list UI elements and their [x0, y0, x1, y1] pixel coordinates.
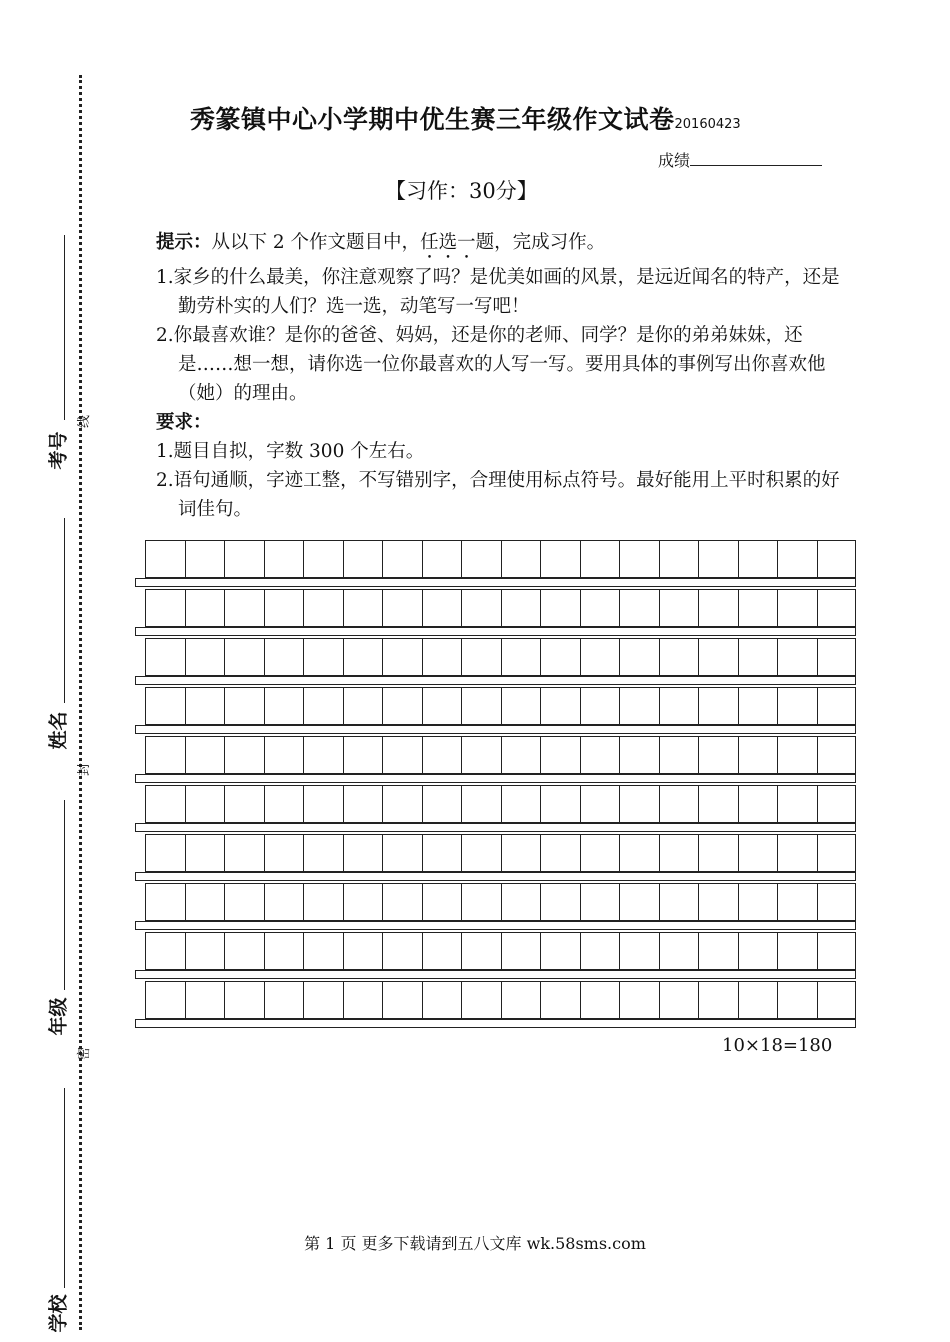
- grid-cell[interactable]: [303, 540, 343, 578]
- grid-cell[interactable]: [619, 785, 659, 823]
- grid-cell[interactable]: [817, 932, 857, 970]
- grid-cell[interactable]: [264, 589, 304, 627]
- grid-cell[interactable]: [540, 687, 580, 725]
- grid-cell[interactable]: [382, 589, 422, 627]
- requirements-label: 要求：: [156, 412, 212, 433]
- grid-cell[interactable]: [659, 638, 699, 676]
- grid-cell[interactable]: [698, 736, 738, 774]
- requirement-item: 1.题目自拟，字数 300 个左右。: [156, 441, 425, 462]
- grid-cell[interactable]: [185, 932, 225, 970]
- grid-cell[interactable]: [501, 736, 541, 774]
- grid-cell[interactable]: [777, 883, 817, 921]
- grid-cell[interactable]: [145, 736, 185, 774]
- grid-row-gap: [135, 921, 856, 930]
- grid-cell[interactable]: [659, 834, 699, 872]
- grid-cell[interactable]: [659, 981, 699, 1019]
- grid-cell[interactable]: [777, 638, 817, 676]
- school-blank: [64, 1088, 65, 1288]
- grid-cell[interactable]: [382, 736, 422, 774]
- grid-cell[interactable]: [777, 687, 817, 725]
- grid-cell[interactable]: [382, 834, 422, 872]
- exam-no-label: 考号: [47, 431, 70, 470]
- grid-cell[interactable]: [461, 883, 501, 921]
- grid-row: [135, 540, 857, 589]
- grid-cell[interactable]: [540, 638, 580, 676]
- exam-date: 20160423: [674, 117, 741, 132]
- grid-cell[interactable]: [659, 932, 699, 970]
- grid-cells: [145, 834, 856, 872]
- grid-cell[interactable]: [501, 785, 541, 823]
- grid-cell[interactable]: [185, 687, 225, 725]
- grid-cell[interactable]: [738, 540, 778, 578]
- page-title: [190, 100, 741, 136]
- grid-row-gap: [135, 872, 856, 881]
- grid-cells: [145, 540, 856, 578]
- grid-cell[interactable]: [461, 540, 501, 578]
- grid-cell[interactable]: [185, 736, 225, 774]
- grid-row: [135, 932, 857, 981]
- score-label: 成绩: [658, 151, 691, 170]
- grid-cell[interactable]: [501, 638, 541, 676]
- name-blank: [64, 518, 65, 703]
- score-field: [658, 148, 822, 171]
- grid-cells: [145, 687, 856, 725]
- grid-cell[interactable]: [580, 589, 620, 627]
- grid-cell[interactable]: [619, 883, 659, 921]
- grid-cell[interactable]: [461, 687, 501, 725]
- grid-cell[interactable]: [185, 785, 225, 823]
- grid-cell[interactable]: [738, 883, 778, 921]
- grid-cell[interactable]: [185, 540, 225, 578]
- grid-cell[interactable]: [619, 589, 659, 627]
- writing-grid: [135, 540, 857, 1030]
- grid-cell[interactable]: [303, 883, 343, 921]
- grid-cell[interactable]: [817, 687, 857, 725]
- grid-cell[interactable]: [698, 638, 738, 676]
- score-blank[interactable]: [690, 149, 822, 166]
- grid-cell[interactable]: [659, 687, 699, 725]
- grid-cell[interactable]: [224, 638, 264, 676]
- grid-cell[interactable]: [264, 687, 304, 725]
- grid-cell[interactable]: [659, 736, 699, 774]
- grid-cell[interactable]: [738, 638, 778, 676]
- grid-cell[interactable]: [264, 883, 304, 921]
- grid-cell[interactable]: [698, 687, 738, 725]
- grid-cell[interactable]: [145, 540, 185, 578]
- grid-cell[interactable]: [461, 932, 501, 970]
- grid-cell[interactable]: [382, 883, 422, 921]
- grid-cell[interactable]: [777, 540, 817, 578]
- grid-cell[interactable]: [580, 638, 620, 676]
- grid-cell[interactable]: [382, 638, 422, 676]
- grid-cell[interactable]: [698, 981, 738, 1019]
- grid-cell[interactable]: [303, 736, 343, 774]
- grid-cell[interactable]: [659, 785, 699, 823]
- grid-cell[interactable]: [501, 540, 541, 578]
- grid-cell[interactable]: [185, 981, 225, 1019]
- grid-cell[interactable]: [185, 883, 225, 921]
- grid-row-gap: [135, 774, 856, 783]
- grid-cells: [145, 589, 856, 627]
- grid-cell[interactable]: [738, 687, 778, 725]
- grid-cell[interactable]: [817, 638, 857, 676]
- exam-no-blank: [64, 235, 65, 420]
- grid-cell[interactable]: [817, 981, 857, 1019]
- grid-cell[interactable]: [461, 638, 501, 676]
- topic-item: 2.你最喜欢谁？是你的爸爸、妈妈，还是你的老师、同学？是你的弟弟妹妹，还是……想一想，请你选一位你最喜欢的人写一写。要用具体的事例写出你喜欢他（她）的理由。: [156, 325, 826, 404]
- grid-row: [135, 589, 857, 638]
- grid-cell[interactable]: [817, 736, 857, 774]
- grid-cell[interactable]: [422, 932, 462, 970]
- grid-cell[interactable]: [343, 883, 383, 921]
- grid-cell[interactable]: [422, 834, 462, 872]
- grid-cell[interactable]: [777, 589, 817, 627]
- grid-row-gap: [135, 823, 856, 832]
- grid-cell[interactable]: [461, 589, 501, 627]
- grid-cell[interactable]: [619, 834, 659, 872]
- grid-cell[interactable]: [501, 687, 541, 725]
- grid-cell[interactable]: [461, 981, 501, 1019]
- binding-dotted-line: [79, 75, 82, 1330]
- grid-cell[interactable]: [501, 834, 541, 872]
- grid-row: [135, 687, 857, 736]
- grid-cell[interactable]: [659, 883, 699, 921]
- grid-cell[interactable]: [185, 834, 225, 872]
- grid-cell[interactable]: [619, 638, 659, 676]
- grid-cell[interactable]: [264, 540, 304, 578]
- grid-cells: [145, 932, 856, 970]
- tip-line: [156, 228, 856, 263]
- grid-formula: 10×18=180: [722, 1035, 833, 1056]
- grid-cell[interactable]: [698, 932, 738, 970]
- grid-cell[interactable]: [501, 883, 541, 921]
- grid-cell[interactable]: [777, 981, 817, 1019]
- tip-text-after: 题，完成习作。: [475, 232, 606, 253]
- grid-cell[interactable]: [619, 932, 659, 970]
- grid-cell[interactable]: [343, 540, 383, 578]
- grid-cell[interactable]: [540, 540, 580, 578]
- tip-text-before: 从以下 2 个作文题目中，: [211, 232, 421, 253]
- section-heading: 【习作：30分】: [385, 179, 538, 203]
- name-label: 姓名: [47, 711, 70, 750]
- grid-cell[interactable]: [777, 834, 817, 872]
- grid-cell[interactable]: [540, 834, 580, 872]
- grid-cell[interactable]: [619, 736, 659, 774]
- grid-cell[interactable]: [817, 589, 857, 627]
- grid-cell[interactable]: [343, 981, 383, 1019]
- line-mark: 线: [77, 414, 93, 429]
- grid-cell[interactable]: [659, 589, 699, 627]
- grid-cell[interactable]: [461, 785, 501, 823]
- grid-cell[interactable]: [224, 981, 264, 1019]
- grid-cell[interactable]: [619, 540, 659, 578]
- grid-cell[interactable]: [777, 932, 817, 970]
- grid-row: [135, 638, 857, 687]
- seal-mark: 封: [77, 762, 93, 777]
- grid-cell[interactable]: [738, 785, 778, 823]
- grade-label: 年级: [47, 997, 70, 1036]
- grid-cell[interactable]: [817, 540, 857, 578]
- grid-cell[interactable]: [817, 785, 857, 823]
- grid-cell[interactable]: [422, 883, 462, 921]
- grid-cell[interactable]: [145, 834, 185, 872]
- grid-cell[interactable]: [698, 883, 738, 921]
- grid-cell[interactable]: [738, 834, 778, 872]
- grid-cell[interactable]: [303, 932, 343, 970]
- grid-cell[interactable]: [224, 589, 264, 627]
- grid-cell[interactable]: [224, 932, 264, 970]
- grid-row: [135, 785, 857, 834]
- grid-cell[interactable]: [619, 981, 659, 1019]
- grid-cell[interactable]: [580, 785, 620, 823]
- grid-cell[interactable]: [580, 687, 620, 725]
- grid-cell[interactable]: [303, 589, 343, 627]
- page-footer: 第 1 页 更多下载请到五八文库 wk.58sms.com: [304, 1234, 646, 1253]
- grid-cell[interactable]: [580, 981, 620, 1019]
- grid-cell[interactable]: [343, 834, 383, 872]
- secret-mark: 密: [77, 1046, 93, 1061]
- grid-cell[interactable]: [540, 932, 580, 970]
- grid-cell[interactable]: [343, 589, 383, 627]
- grid-cell[interactable]: [303, 834, 343, 872]
- grid-cell[interactable]: [580, 883, 620, 921]
- grid-cell[interactable]: [501, 981, 541, 1019]
- grid-cell[interactable]: [422, 785, 462, 823]
- grid-cell[interactable]: [738, 589, 778, 627]
- grid-cell[interactable]: [382, 785, 422, 823]
- grid-cell[interactable]: [145, 981, 185, 1019]
- grid-cell[interactable]: [264, 932, 304, 970]
- grid-cell[interactable]: [382, 981, 422, 1019]
- grid-cell[interactable]: [145, 687, 185, 725]
- topic-item: 1.家乡的什么最美，你注意观察了吗？是优美如画的风景，是远近闻名的特产，还是勤劳朴实的人们？选一选，动笔写一写吧！: [156, 267, 840, 317]
- grid-cell[interactable]: [619, 687, 659, 725]
- grid-cell[interactable]: [145, 589, 185, 627]
- grid-cell[interactable]: [264, 834, 304, 872]
- grid-cell[interactable]: [540, 736, 580, 774]
- grid-cell[interactable]: [303, 638, 343, 676]
- tip-label: 提示：: [156, 232, 212, 253]
- grid-cell[interactable]: [422, 687, 462, 725]
- title-text: 秀篆镇中心小学期中优生赛三年级作文试卷: [190, 105, 675, 134]
- grid-cell[interactable]: [303, 687, 343, 725]
- requirement-item: 2.语句通顺，字迹工整，不写错别字，合理使用标点符号。最好能用上平时积累的好词佳句。: [156, 470, 840, 520]
- grid-cell[interactable]: [224, 540, 264, 578]
- grid-row-gap: [135, 970, 856, 979]
- grid-cell[interactable]: [224, 785, 264, 823]
- grid-cell[interactable]: [343, 687, 383, 725]
- grid-row: [135, 981, 857, 1030]
- grid-cell[interactable]: [224, 736, 264, 774]
- grid-cell[interactable]: [580, 932, 620, 970]
- grid-cell[interactable]: [580, 834, 620, 872]
- school-label: 学校: [47, 1294, 70, 1333]
- grid-cell[interactable]: [145, 638, 185, 676]
- grid-cell[interactable]: [264, 785, 304, 823]
- grade-blank: [64, 800, 65, 990]
- grid-cell[interactable]: [817, 883, 857, 921]
- grid-cell[interactable]: [698, 540, 738, 578]
- grid-cell[interactable]: [501, 932, 541, 970]
- grid-cell[interactable]: [264, 736, 304, 774]
- grid-row-gap: [135, 1019, 856, 1028]
- grid-cell[interactable]: [382, 687, 422, 725]
- grid-cell[interactable]: [817, 834, 857, 872]
- grid-cell[interactable]: [185, 589, 225, 627]
- grid-cell[interactable]: [540, 589, 580, 627]
- grid-cell[interactable]: [422, 638, 462, 676]
- grid-cell[interactable]: [501, 589, 541, 627]
- grid-cell[interactable]: [461, 736, 501, 774]
- grid-cell[interactable]: [303, 981, 343, 1019]
- grid-cells: [145, 981, 856, 1019]
- grid-cell[interactable]: [580, 736, 620, 774]
- grid-cell[interactable]: [540, 981, 580, 1019]
- grid-cell[interactable]: [264, 981, 304, 1019]
- grid-cell[interactable]: [540, 883, 580, 921]
- grid-cell[interactable]: [303, 785, 343, 823]
- grid-cell[interactable]: [540, 785, 580, 823]
- grid-cell[interactable]: [145, 883, 185, 921]
- grid-cell[interactable]: [422, 981, 462, 1019]
- grid-cell[interactable]: [343, 785, 383, 823]
- grid-row: [135, 883, 857, 932]
- grid-cell[interactable]: [343, 736, 383, 774]
- grid-cells: [145, 638, 856, 676]
- grid-cell[interactable]: [145, 785, 185, 823]
- grid-cell[interactable]: [382, 540, 422, 578]
- grid-row-gap: [135, 627, 856, 636]
- grid-cell[interactable]: [422, 540, 462, 578]
- grid-cell[interactable]: [264, 638, 304, 676]
- grid-cell[interactable]: [698, 589, 738, 627]
- grid-row: [135, 736, 857, 785]
- grid-cell[interactable]: [343, 932, 383, 970]
- grid-cell[interactable]: [224, 883, 264, 921]
- grid-cell[interactable]: [461, 834, 501, 872]
- grid-cell[interactable]: [698, 785, 738, 823]
- grid-cell[interactable]: [224, 687, 264, 725]
- grid-cell[interactable]: [422, 736, 462, 774]
- grid-row: [135, 834, 857, 883]
- grid-cell[interactable]: [738, 932, 778, 970]
- grid-cell[interactable]: [659, 540, 699, 578]
- grid-cells: [145, 785, 856, 823]
- grid-cell[interactable]: [698, 834, 738, 872]
- grid-cell[interactable]: [777, 785, 817, 823]
- grid-cell[interactable]: [738, 981, 778, 1019]
- grid-cell[interactable]: [185, 638, 225, 676]
- grid-cell[interactable]: [224, 834, 264, 872]
- tip-emphasis: 任选一: [420, 232, 476, 253]
- grid-cells: [145, 883, 856, 921]
- grid-cell[interactable]: [422, 589, 462, 627]
- grid-row-gap: [135, 578, 856, 587]
- grid-row-gap: [135, 725, 856, 734]
- grid-cell[interactable]: [580, 540, 620, 578]
- grid-cell[interactable]: [145, 932, 185, 970]
- grid-cell[interactable]: [382, 932, 422, 970]
- instructions: [156, 228, 856, 524]
- grid-cells: [145, 736, 856, 774]
- grid-row-gap: [135, 676, 856, 685]
- grid-cell[interactable]: [343, 638, 383, 676]
- grid-cell[interactable]: [738, 736, 778, 774]
- grid-cell[interactable]: [777, 736, 817, 774]
